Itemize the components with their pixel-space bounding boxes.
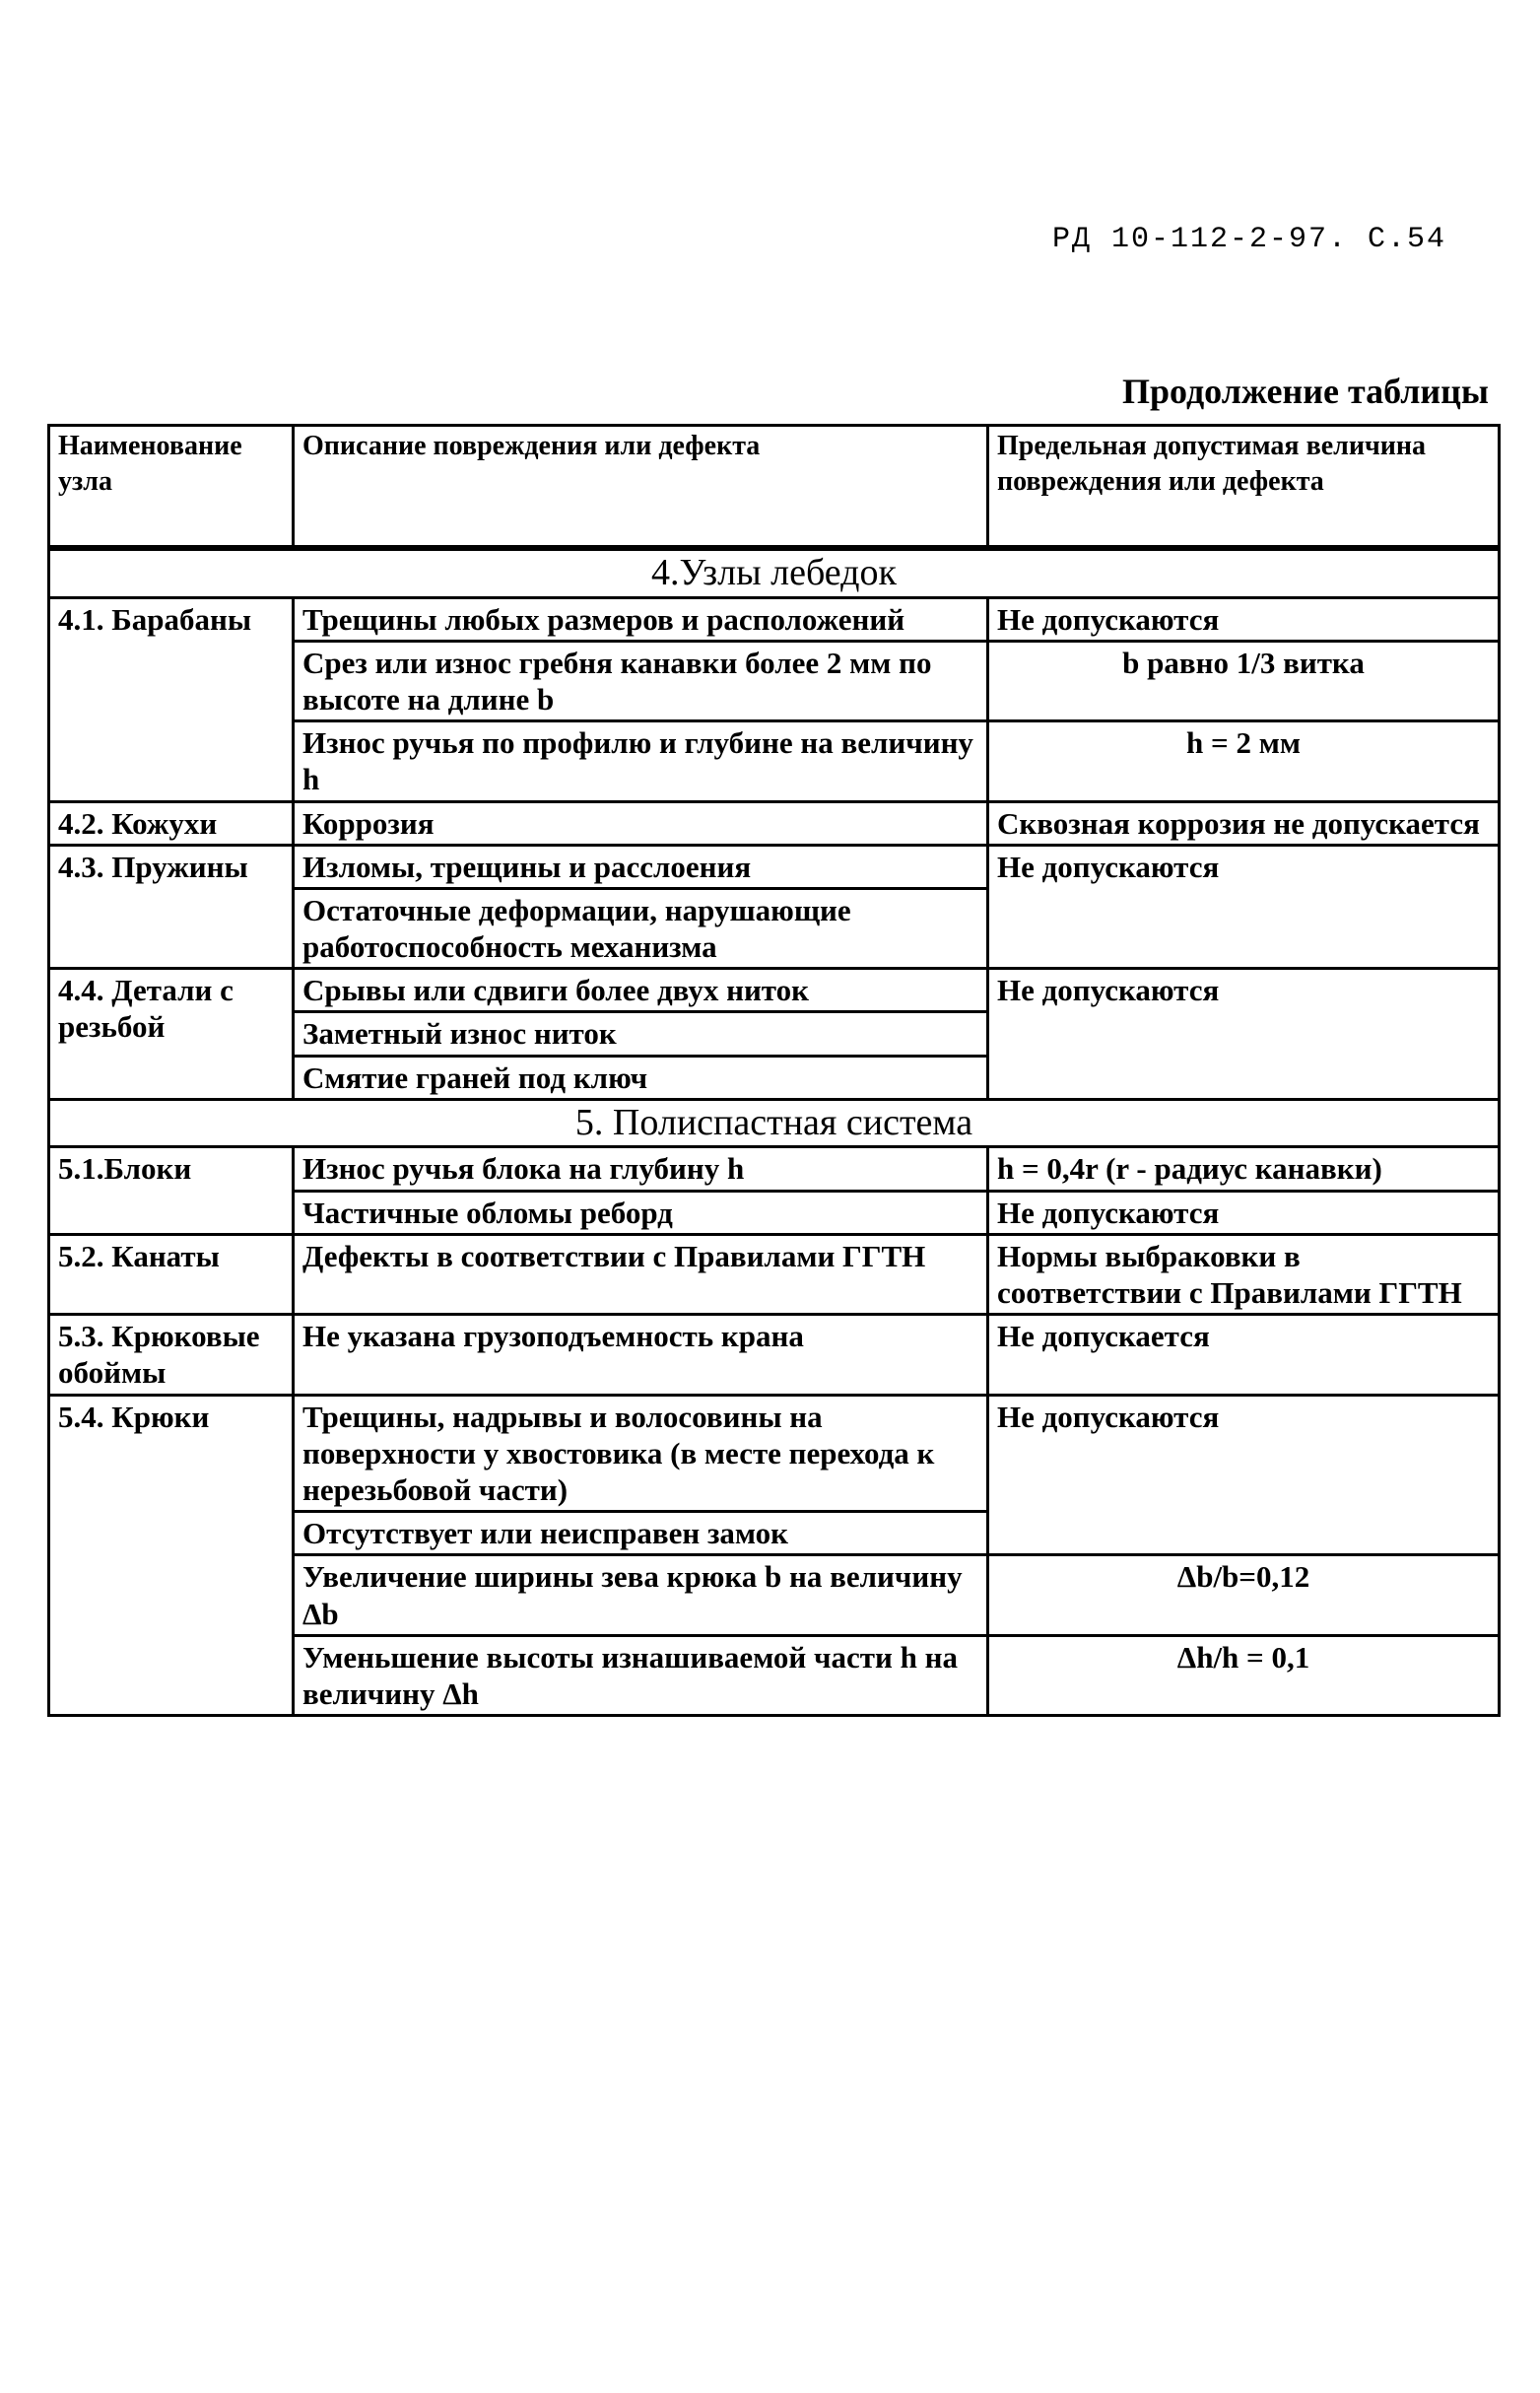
description-cell: Трещины любых размеров и расположений [294, 597, 988, 641]
table-row [49, 1395, 1500, 1512]
description-cell: Трещины, надрывы и волосовины на поверхности у хвостовика (в месте перехода к нерезьбовой части) [294, 1395, 988, 1512]
limit-cell: Не допускаются [988, 1395, 1500, 1555]
node-cell: 5.3. Крюковые обоймы [49, 1315, 294, 1395]
description-cell: Увеличение ширины зева крюка b на величину Δb [294, 1555, 988, 1635]
section-row [49, 548, 1500, 597]
limit-cell: h = 2 мм [988, 721, 1500, 801]
table-row [49, 801, 1500, 845]
section-row [49, 1099, 1500, 1147]
table-header-row [49, 426, 1500, 549]
node-cell: 4.4. Детали с резьбой [49, 969, 294, 1100]
header-description: Описание повреждения или дефекта [294, 426, 988, 549]
header-limit: Предельная допустимая величина повреждения или дефекта [988, 426, 1500, 549]
table-row [49, 1234, 1500, 1314]
limit-cell: Δb/b=0,12 [988, 1555, 1500, 1635]
node-cell: 4.1. Барабаны [49, 597, 294, 801]
description-cell: Срез или износ гребня канавки более 2 мм по высоте на длине b [294, 641, 988, 720]
document-header: РД 10-112-2-97. С.54 [1052, 223, 1447, 256]
defects-table [47, 424, 1501, 1717]
description-cell: Отсутствует или неисправен замок [294, 1512, 988, 1555]
continuation-label: Продолжение таблицы [1121, 372, 1489, 411]
description-cell: Смятие граней под ключ [294, 1056, 988, 1099]
description-cell: Износ ручья по профилю и глубине на величину h [294, 721, 988, 801]
description-cell: Изломы, трещины и расслоения [294, 845, 988, 888]
table-row [49, 845, 1500, 888]
description-cell: Износ ручья блока на глубину h [294, 1147, 988, 1191]
section-title: 5. Полиспастная система [49, 1099, 1500, 1147]
limit-cell: Нормы выбраковки в соответствии с Правилами ГГТН [988, 1234, 1500, 1314]
table-row [49, 1147, 1500, 1191]
table-row [49, 969, 1500, 1012]
limit-cell: Не допускается [988, 1315, 1500, 1395]
node-cell: 5.1.Блоки [49, 1147, 294, 1234]
table-row [49, 1315, 1500, 1395]
node-cell: 4.2. Кожухи [49, 801, 294, 845]
description-cell: Частичные обломы реборд [294, 1191, 988, 1234]
limit-cell: b равно 1/3 витка [988, 641, 1500, 720]
section-title: 4.Узлы лебедок [49, 548, 1500, 597]
node-cell: 5.4. Крюки [49, 1395, 294, 1716]
node-cell: 5.2. Канаты [49, 1234, 294, 1314]
limit-cell: Не допускаются [988, 1191, 1500, 1234]
limit-cell: Δh/h = 0,1 [988, 1635, 1500, 1715]
limit-cell: Не допускаются [988, 969, 1500, 1100]
description-cell: Уменьшение высоты изнашиваемой части h на величину Δh [294, 1635, 988, 1715]
limit-cell: Не допускаются [988, 845, 1500, 969]
description-cell: Не указана грузоподъемность крана [294, 1315, 988, 1395]
description-cell: Срывы или сдвиги более двух ниток [294, 969, 988, 1012]
header-node: Наименование узла [49, 426, 294, 549]
table-row [49, 597, 1500, 641]
limit-cell: h = 0,4r (r - радиус канавки) [988, 1147, 1500, 1191]
node-cell: 4.3. Пружины [49, 845, 294, 969]
description-cell: Дефекты в соответствии с Правилами ГГТН [294, 1234, 988, 1314]
limit-cell: Не допускаются [988, 597, 1500, 641]
description-cell: Заметный износ ниток [294, 1012, 988, 1056]
description-cell: Остаточные деформации, нарушающие работоспособность механизма [294, 888, 988, 968]
limit-cell: Сквозная коррозия не допускается [988, 801, 1500, 845]
description-cell: Коррозия [294, 801, 988, 845]
